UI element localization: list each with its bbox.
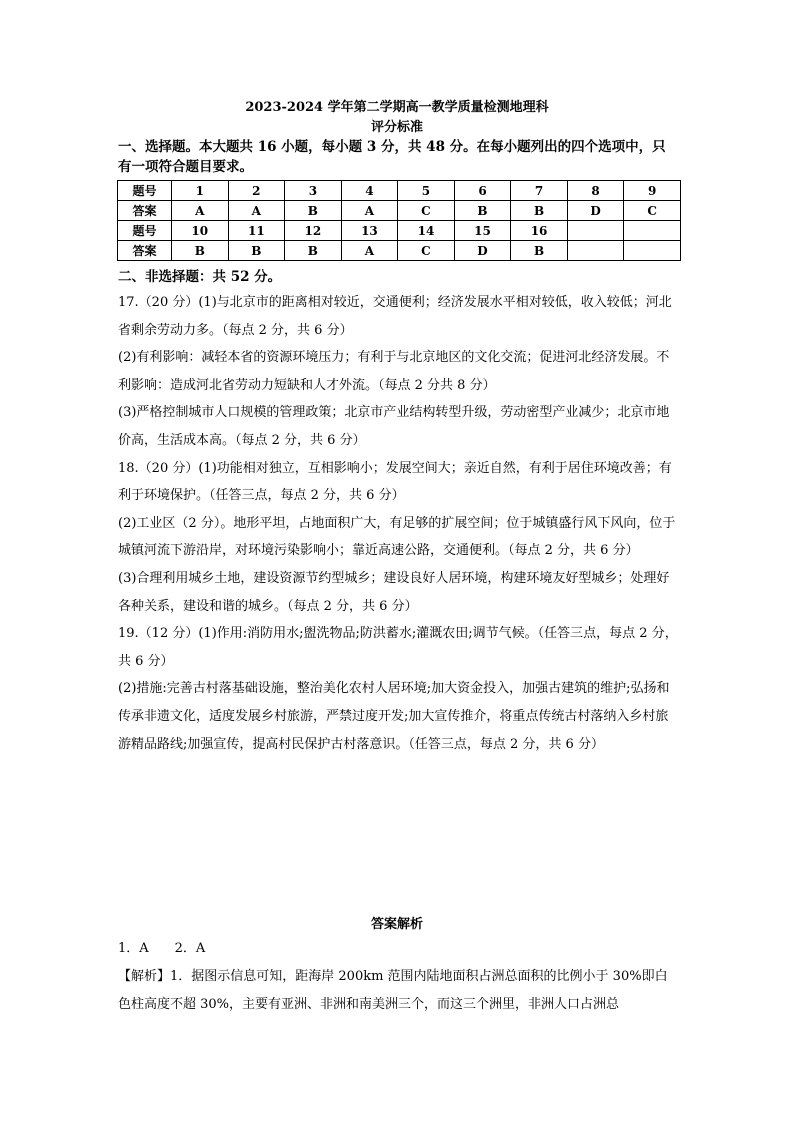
answer-table-cell bbox=[567, 241, 624, 261]
answer-table-cell: B bbox=[454, 201, 511, 221]
answer-table bbox=[117, 180, 681, 261]
paragraph-19-1: 19.（12 分）(1)作用:消防用水;盥洗物品;防洪蓄水;灌溉农田;调节气候。（任答三点，每点 2 分，共 6 分） bbox=[118, 626, 678, 669]
document-title: 2023-2024 学年第二学期高一教学质量检测地理科 bbox=[245, 100, 549, 115]
answer-table-row bbox=[118, 221, 681, 241]
answer-table-cell: 5 bbox=[398, 181, 455, 201]
answer-table-cell: 1 bbox=[172, 181, 229, 201]
answer-table-cell: A bbox=[228, 201, 285, 221]
answer-table-cell: C bbox=[398, 201, 455, 221]
paragraph-19-2: (2)措施:完善古村落基础设施，整治美化农村人居环境;加大资金投入，加强古建筑的维护;弘扬和传承非遗文化，适度发展乡村旅游，严禁过度开发;加大宣传推介，将重点传统古村落纳入乡村旅游精品路线;加强宣传，提高村民保护古村落意识。（任答三点，每点 2 分，共 6 分） bbox=[118, 681, 670, 752]
answer-table-cell: B bbox=[511, 241, 568, 261]
answer-table-cell: 3 bbox=[285, 181, 342, 201]
answer-table-cell: A bbox=[341, 241, 398, 261]
answer-table-cell bbox=[567, 221, 624, 241]
paragraph-18-3: (3)合理利用城乡土地，建设资源节约型城乡；建设良好人居环境，构建环境友好型城乡；处理好各种关系，建设和谐的城乡。（每点 2 分，共 6 分） bbox=[118, 570, 670, 614]
answer-table-cell: B bbox=[228, 241, 285, 261]
paragraph-17-2: (2)有利影响：减轻本省的资源环境压力；有利于与北京地区的文化交流；促进河北经济发展。不利影响：造成河北省劳动力短缺和人才外流。（每点 2 分共 8 分） bbox=[118, 350, 670, 393]
answer-table-cell: 16 bbox=[511, 221, 568, 241]
answer-table-cell: C bbox=[398, 241, 455, 261]
paragraph-17-3: (3)严格控制城市人口规模的管理政策；北京市产业结构转型升级，劳动密型产业减少；北京市地价高，生活成本高。（每点 2 分，共 6 分） bbox=[118, 405, 670, 448]
answer-table-cell: A bbox=[172, 201, 229, 221]
answer-table-cell: 10 bbox=[172, 221, 229, 241]
answer-table-cell: D bbox=[454, 241, 511, 261]
paragraph-18-1: 18.（20 分）(1)功能相对独立，互相影响小；发展空间大；亲近自然，有利于居住环境改善；有利于环境保护。（任答三点，每点 2 分，共 6 分） bbox=[118, 460, 672, 504]
answer-table-row bbox=[118, 181, 681, 201]
document-subtitle: 评分标准 bbox=[370, 120, 423, 135]
answer-table-row-header: 题号 bbox=[118, 181, 172, 201]
section2-body bbox=[118, 289, 678, 758]
answer-table-cell: 8 bbox=[567, 181, 624, 201]
answer-table-cell: B bbox=[511, 201, 568, 221]
answer-table-cell: 14 bbox=[398, 221, 455, 241]
section2-heading: 二、非选择题：共 52 分。 bbox=[118, 269, 282, 285]
paragraph-18-2: (2)工业区（2 分）。地形平坦，占地面积广大，有足够的扩展空间；位于城镇盛行风下风向，位于城镇河流下游沿岸，对环境污染影响小；靠近高速公路，交通便利。（每点 2 分，共 6 分） bbox=[118, 515, 676, 559]
answer-table-row-header: 题号 bbox=[118, 221, 172, 241]
answer-table-cell: 15 bbox=[454, 221, 511, 241]
answer-table-cell: B bbox=[285, 241, 342, 261]
analysis-text: 【解析】1．据图示信息可知，距海岸 200km 范围内陆地面积占洲总面积的比例小于 30%即白色柱高度不超 30%，主要有亚洲、非洲和南美洲三个，而这三个洲里，非洲人口占洲总 bbox=[118, 969, 668, 1012]
answer-table-cell: 4 bbox=[341, 181, 398, 201]
answer-table-cell: 7 bbox=[511, 181, 568, 201]
answer-table-row bbox=[118, 241, 681, 261]
answer-table-cell: D bbox=[567, 201, 624, 221]
answer-table-cell: C bbox=[624, 201, 681, 221]
answer-table-cell bbox=[624, 221, 681, 241]
analysis-body bbox=[118, 935, 678, 1019]
analysis-answers: 1．A 2．A bbox=[118, 941, 206, 956]
paragraph-17-1: 17.（20 分）(1)与北京市的距离相对较近，交通便利；经济发展水平相对较低，收入较低；河北省剩余劳动力多。（每点 2 分，共 6 分） bbox=[118, 295, 672, 338]
answer-table-row-header: 答案 bbox=[118, 241, 172, 261]
answer-table-cell: 6 bbox=[454, 181, 511, 201]
answer-table-cell: 11 bbox=[228, 221, 285, 241]
answer-table-cell: 12 bbox=[285, 221, 342, 241]
analysis-heading: 答案解析 bbox=[370, 917, 423, 932]
answer-table-cell bbox=[624, 241, 681, 261]
section1-heading: 一、选择题。本大题共 16 小题，每小题 3 分，共 48 分。在每小题列出的四个选项中，只有一项符合题目要求。 bbox=[118, 139, 666, 175]
answer-table-cell: B bbox=[172, 241, 229, 261]
answer-table-cell: A bbox=[341, 201, 398, 221]
answer-table-cell: B bbox=[285, 201, 342, 221]
answer-table-row-header: 答案 bbox=[118, 201, 172, 221]
answer-table-cell: 13 bbox=[341, 221, 398, 241]
answer-table-cell: 2 bbox=[228, 181, 285, 201]
answer-table-cell: 9 bbox=[624, 181, 681, 201]
answer-table-row bbox=[118, 201, 681, 221]
